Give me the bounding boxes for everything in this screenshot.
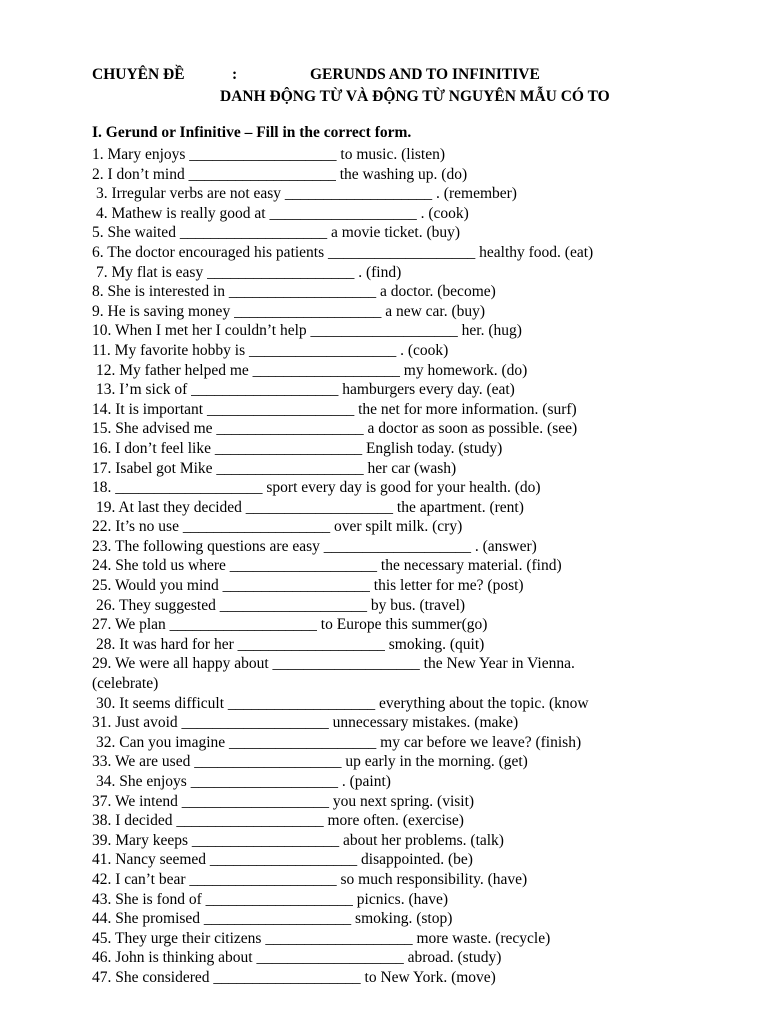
exercise-line: 45. They urge their citizens ___________________ more waste. (recycle) xyxy=(92,929,551,947)
exercise-line: 25. Would you mind ___________________ this letter for me? (post) xyxy=(92,577,524,595)
exercise-line: 47. She considered ___________________ to New York. (move) xyxy=(92,968,496,986)
exercise-line: 32. Can you imagine ___________________ my car before we leave? (finish) xyxy=(96,733,582,751)
exercise-line: 15. She advised me ___________________ a doctor as soon as possible. (see) xyxy=(92,420,578,438)
exercise-line: 24. She told us where ___________________ the necessary material. (find) xyxy=(92,557,562,575)
exercise-line: 17. Isabel got Mike ___________________ her car (wash) xyxy=(92,459,457,477)
exercise-line: 7. My flat is easy ___________________ . (find) xyxy=(96,263,402,281)
exercise-line: 8. She is interested in ___________________ a doctor. (become) xyxy=(92,283,496,301)
exercise-line: 41. Nancy seemed ___________________ disappointed. (be) xyxy=(92,851,473,869)
exercise-line: 30. It seems difficult ___________________ everything about the topic. (know xyxy=(96,694,589,712)
exercise-line: 44. She promised ___________________ smoking. (stop) xyxy=(92,910,453,928)
exercise-line: 5. She waited ___________________ a movie ticket. (buy) xyxy=(92,224,461,242)
exercise-line: 34. She enjoys ___________________ . (paint) xyxy=(96,773,391,790)
exercise-line: 38. I decided ___________________ more often. (exercise) xyxy=(92,812,464,830)
exercise-list xyxy=(92,145,752,988)
exercise-line: 37. We intend ___________________ you next spring. (visit) xyxy=(92,792,475,810)
exercise-line: 18. ___________________ sport every day is good for your health. (do) xyxy=(92,479,541,497)
exercise-line: 1. Mary enjoys ___________________ to music. (listen) xyxy=(92,146,446,163)
topic-subtitle: DANH ĐỘNG TỪ VÀ ĐỘNG TỪ NGUYÊN MẪU CÓ TO xyxy=(220,88,610,105)
exercise-line: 42. I can’t bear ___________________ so much responsibility. (have) xyxy=(92,870,528,888)
exercise-line: 23. The following questions are easy ___________________ . (answer) xyxy=(92,537,537,555)
exercise-line: 39. Mary keeps ___________________ about her problems. (talk) xyxy=(92,831,504,849)
exercise-line: 33. We are used ___________________ up early in the morning. (get) xyxy=(92,753,528,771)
exercise-line: 9. He is saving money ___________________ a new car. (buy) xyxy=(92,302,486,320)
topic-label: CHUYÊN ĐỀ xyxy=(92,66,185,83)
exercise-line: (celebrate) xyxy=(92,675,159,693)
header-colon: : xyxy=(232,66,238,83)
topic-title: GERUNDS AND TO INFINITIVE xyxy=(310,66,540,83)
exercise-line: 27. We plan ___________________ to Europe this summer(go) xyxy=(92,616,488,634)
exercise-line: 14. It is important ___________________ the net for more information. (surf) xyxy=(92,400,577,418)
exercise-line: 11. My favorite hobby is ___________________ . (cook) xyxy=(92,341,449,359)
exercise-line: 10. When I met her I couldn’t help ___________________ her. (hug) xyxy=(92,322,522,340)
exercise-line: 26. They suggested ___________________ by bus. (travel) xyxy=(96,596,466,614)
exercise-line: 3. Irregular verbs are not easy ___________________ . (remember) xyxy=(96,185,517,203)
exercise-line: 31. Just avoid ___________________ unnecessary mistakes. (make) xyxy=(92,714,519,732)
section-title: I. Gerund or Infinitive – Fill in the correct form. xyxy=(92,124,412,141)
exercise-line: 2. I don’t mind ___________________ the washing up. (do) xyxy=(92,165,468,183)
exercise-line: 13. I’m sick of ___________________ hamburgers every day. (eat) xyxy=(96,381,515,399)
exercise-line: 46. John is thinking about ___________________ abroad. (study) xyxy=(92,949,502,967)
exercise-line: 4. Mathew is really good at ___________________ . (cook) xyxy=(96,204,469,222)
exercise-line: 6. The doctor encouraged his patients ___________________ healthy food. (eat) xyxy=(92,243,594,261)
exercise-line: 12. My father helped me ___________________ my homework. (do) xyxy=(96,361,528,379)
exercise-line: 43. She is fond of ___________________ picnics. (have) xyxy=(92,890,449,908)
exercise-line: 28. It was hard for her ___________________ smoking. (quit) xyxy=(96,635,485,653)
header-line xyxy=(92,66,540,84)
exercise-line: 29. We were all happy about ___________________ the New Year in Vienna. xyxy=(92,655,575,673)
exercise-line: 16. I don’t feel like ___________________ English today. (study) xyxy=(92,439,503,457)
exercise-line: 22. It’s no use ___________________ over spilt milk. (cry) xyxy=(92,518,463,536)
exercise-line: 19. At last they decided ___________________ the apartment. (rent) xyxy=(96,498,524,516)
